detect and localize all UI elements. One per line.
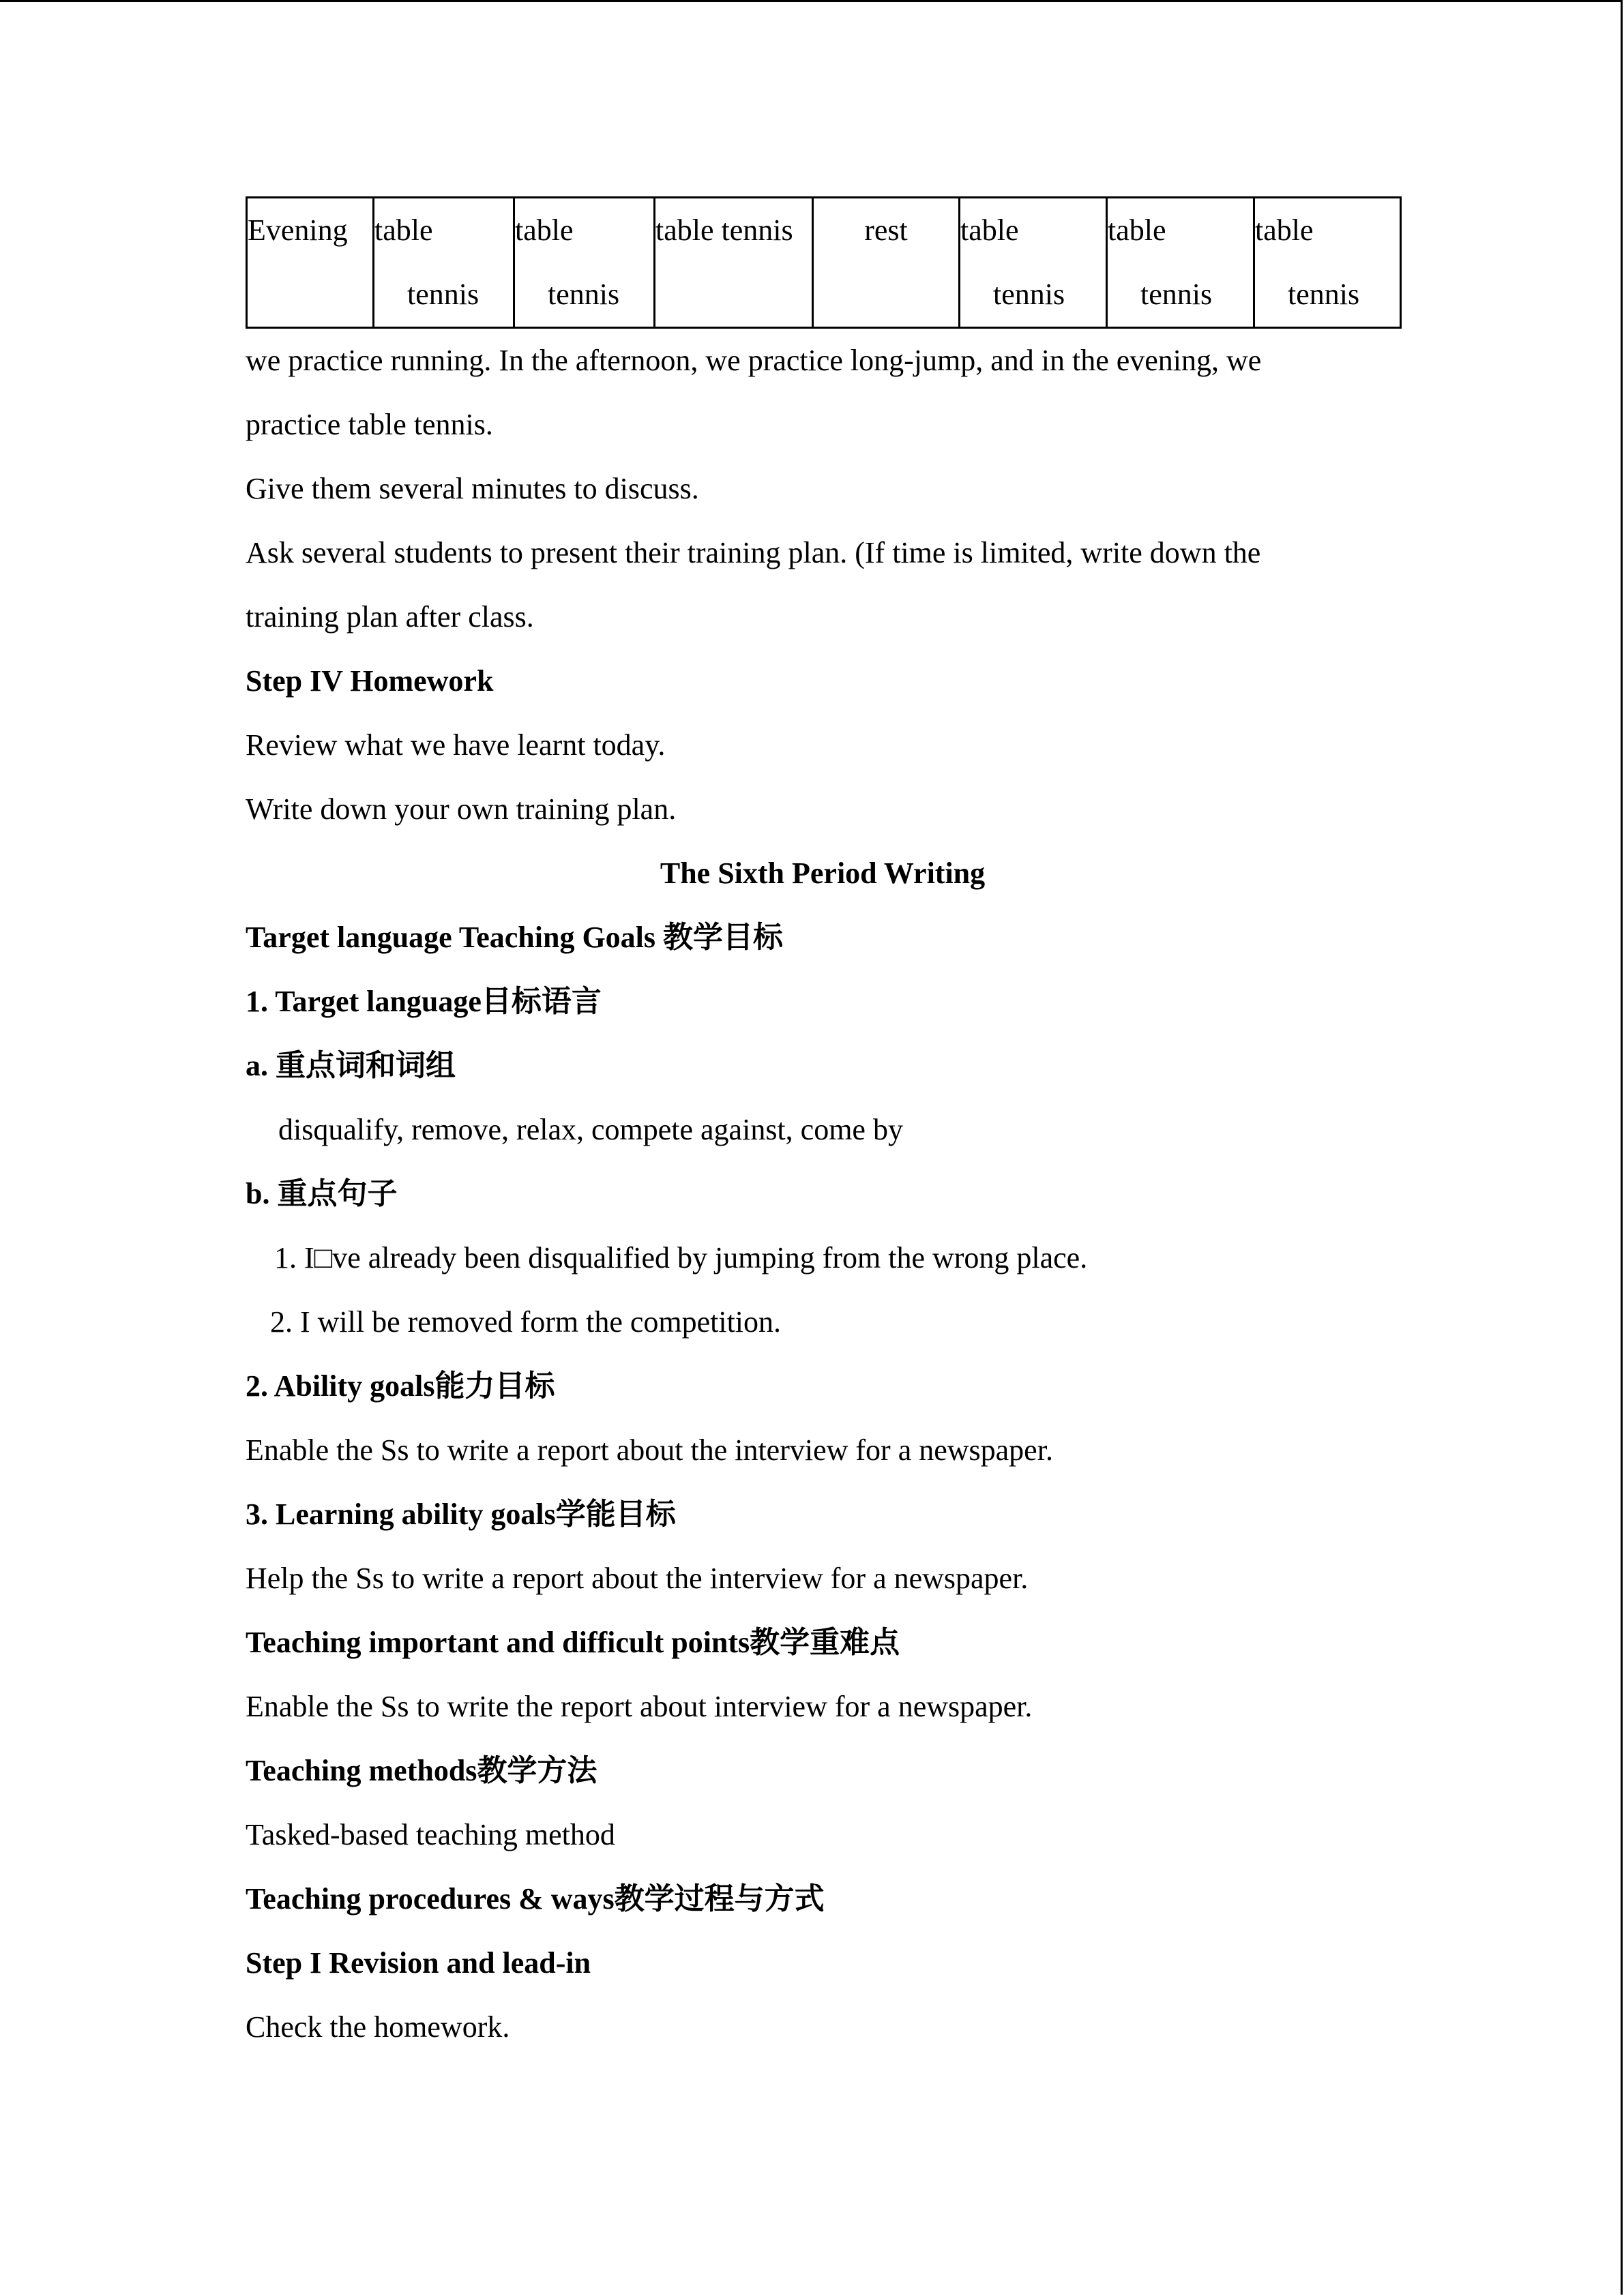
paragraph-line: Help the Ss to write a report about the interview for a newspaper. bbox=[246, 1562, 1029, 1595]
paragraph-line: Check the homework. bbox=[246, 2010, 510, 2044]
section-heading: 3. Learning ability goals学能目标 bbox=[246, 1497, 676, 1532]
step-heading: Step I Revision and lead-in bbox=[246, 1946, 591, 1980]
training-plan-table bbox=[246, 196, 1402, 329]
paragraph-line: Review what we have learnt today. bbox=[246, 728, 666, 762]
section-heading: Teaching methods教学方法 bbox=[246, 1753, 597, 1788]
sentence-line: 1. I□ve already been disqualified by jumping from the wrong place. bbox=[274, 1241, 1088, 1274]
step-heading: Step IV Homework bbox=[246, 664, 494, 698]
period-title: The Sixth Period Writing bbox=[660, 856, 986, 890]
table-cell: table tennis bbox=[1107, 198, 1254, 328]
sub-heading: a. 重点词和词组 bbox=[246, 1048, 456, 1083]
paragraph-line: Enable the Ss to write the report about interview for a newspaper. bbox=[246, 1690, 1033, 1723]
paragraph-line: Give them several minutes to discuss. bbox=[246, 472, 699, 505]
paragraph-line: Enable the Ss to write a report about the interview for a newspaper. bbox=[246, 1433, 1053, 1467]
table-cell: table tennis bbox=[374, 198, 514, 328]
table-cell: table tennis bbox=[1254, 198, 1401, 328]
table-cell: table tennis bbox=[960, 198, 1107, 328]
row-label: Evening bbox=[248, 213, 348, 247]
row-label-cell bbox=[247, 198, 374, 328]
paragraph-line: practice table tennis. bbox=[246, 408, 493, 441]
paragraph-line: Tasked-based teaching method bbox=[246, 1818, 615, 1851]
sentence-line: 2. I will be removed form the competition. bbox=[270, 1305, 782, 1339]
paragraph-line: training plan after class. bbox=[246, 600, 534, 633]
table-cell: table tennis bbox=[655, 198, 813, 328]
section-heading: Teaching procedures & ways教学过程与方式 bbox=[246, 1881, 825, 1916]
paragraph-line: we practice running. In the afternoon, we practice long-jump, and in the evening, we bbox=[246, 344, 1262, 377]
section-heading: 2. Ability goals能力目标 bbox=[246, 1369, 555, 1403]
section-heading: Teaching important and difficult points教学重难点 bbox=[246, 1625, 900, 1660]
paragraph-line: Write down your own training plan. bbox=[246, 792, 677, 826]
table-row bbox=[247, 198, 1401, 328]
sub-heading: b. 重点句子 bbox=[246, 1176, 398, 1211]
document-body bbox=[246, 196, 1400, 2059]
table-cell: table tennis bbox=[514, 198, 655, 328]
section-heading: 1. Target language目标语言 bbox=[246, 984, 602, 1019]
vocabulary-line: disqualify, remove, relax, compete against, come by bbox=[278, 1113, 903, 1146]
table-cell: rest bbox=[813, 198, 960, 328]
section-heading: Target language Teaching Goals 教学目标 bbox=[246, 920, 784, 955]
paragraph-line: Ask several students to present their training plan. (If time is limited, write down the bbox=[246, 536, 1261, 569]
